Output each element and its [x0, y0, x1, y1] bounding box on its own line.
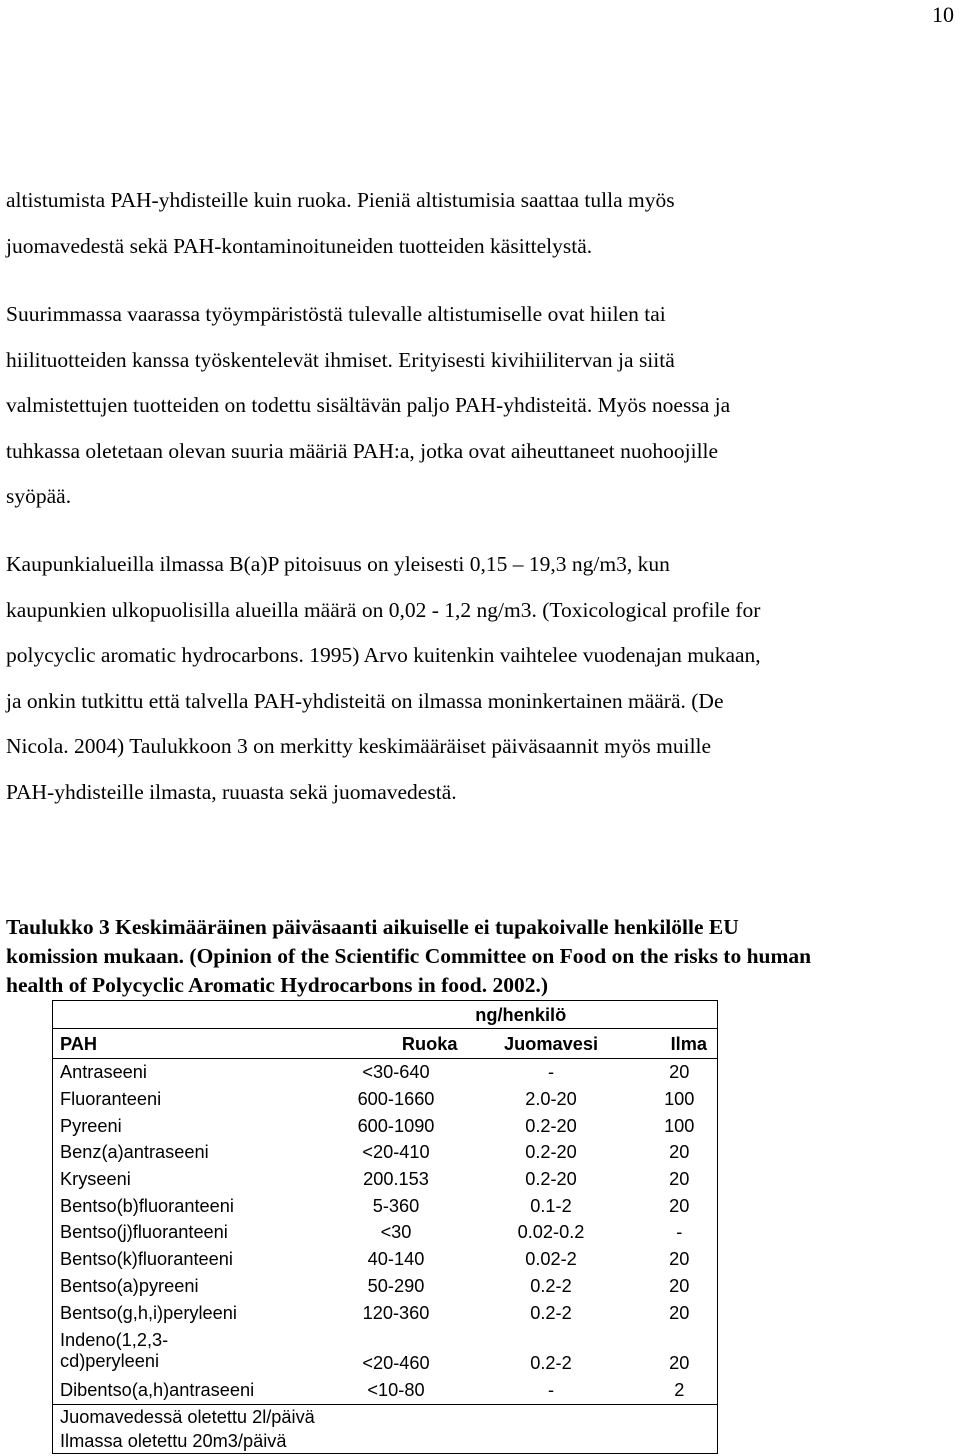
table-row — [53, 1377, 718, 1404]
column-header-ilma: Ilma — [628, 1029, 718, 1059]
cell-ruoka: <20-410 — [362, 1142, 430, 1163]
cell-ilma: 2 — [674, 1380, 685, 1401]
cell-ruoka: <10-80 — [367, 1380, 425, 1401]
cell-pah: Dibentso(a,h)antraseeni — [60, 1380, 255, 1401]
cell-pah: Bentso(k)fluoranteeni — [60, 1249, 233, 1270]
cell-ilma: 20 — [669, 1169, 690, 1190]
table-row — [53, 1086, 718, 1113]
paragraph-line: tuhkassa oletetaan olevan suuria määriä PAH:a, jotka ovat aiheuttaneet nuohoojille — [6, 438, 719, 463]
cell-ruoka: <30-640 — [362, 1062, 430, 1083]
paragraph-line: Nicola. 2004) Taulukkoon 3 on merkitty keskimääräiset päiväsaannit myös muille — [6, 734, 712, 758]
paragraph-line: kaupunkien ulkopuolisilla alueilla määrä on 0,02 - 1,2 ng/m3. (Toxicological profile for — [6, 597, 761, 622]
column-header-ruoka: Ruoka — [318, 1029, 468, 1059]
table-row — [53, 1299, 718, 1326]
paragraph-exposure-sources — [6, 178, 956, 269]
paragraph-occupational-exposure — [6, 292, 956, 520]
cell-ruoka: 50-290 — [367, 1275, 425, 1296]
cell-ruoka: 40-140 — [367, 1249, 425, 1270]
cell-pah: Bentso(a)pyreeni — [60, 1275, 199, 1296]
paragraph-line: juomavedestä sekä PAH-kontaminoituneiden tuotteiden käsittelystä. — [6, 233, 593, 258]
table-row — [53, 1219, 718, 1246]
paragraph-line: Suurimmassa vaarassa työympäristöstä tulevalle altistumiselle ovat hiilen tai — [6, 302, 666, 326]
cell-pah: Kryseeni — [60, 1169, 131, 1190]
cell-ilma: 20 — [669, 1195, 690, 1216]
table-header-row — [53, 1029, 718, 1059]
cell-pah: Benz(a)antraseeni — [60, 1142, 209, 1163]
table-caption — [6, 913, 956, 1000]
column-header-juomavesi: Juomavesi — [468, 1029, 628, 1059]
cell-pah-line: Indeno(1,2,3- — [60, 1330, 169, 1351]
cell-pah: Bentso(j)fluoranteeni — [60, 1222, 228, 1243]
cell-pah-line: cd)peryleeni — [60, 1351, 160, 1372]
cell-ilma: - — [676, 1222, 683, 1243]
table-note-row — [53, 1429, 718, 1454]
paragraph-line: ja onkin tutkittu että talvella PAH-yhdisteitä on ilmassa moninkertainen määrä. (De — [6, 688, 724, 713]
caption-line: komission mukaan. (Opinion of the Scientific Committee on Food on the risks to human — [6, 944, 812, 968]
table-note-row — [53, 1404, 718, 1429]
column-header-pah: PAH — [53, 1029, 318, 1059]
cell-ruoka: 5-360 — [372, 1195, 420, 1216]
cell-ruoka: <20-460 — [362, 1352, 430, 1373]
paragraph-urban-air-concentrations — [6, 542, 956, 815]
cell-juomavesi: 0.1-2 — [530, 1195, 572, 1216]
cell-ilma: 100 — [664, 1089, 695, 1110]
paragraph-line: hiilituotteiden kanssa työskentelevät ihmiset. Erityisesti kivihiilitervan ja siitä — [6, 347, 675, 372]
cell-ruoka: 600-1660 — [357, 1089, 435, 1110]
table-row — [53, 1139, 718, 1166]
cell-ruoka: 600-1090 — [357, 1115, 435, 1136]
page-number: 10 — [932, 2, 954, 27]
cell-juomavesi: 0.02-2 — [525, 1249, 577, 1270]
cell-juomavesi: - — [547, 1062, 555, 1083]
table-row — [53, 1112, 718, 1139]
caption-line: Taulukko 3 Keskimääräinen päiväsaanti aikuiselle ei tupakoivalle henkilölle EU — [6, 915, 739, 939]
paragraph-line: syöpää. — [6, 484, 72, 508]
cell-juomavesi: 0.2-2 — [530, 1275, 572, 1296]
table-unit-label: ng/henkilö — [475, 1004, 567, 1025]
cell-juomavesi: 0.2-2 — [530, 1352, 572, 1373]
cell-ilma: 20 — [669, 1352, 690, 1373]
cell-juomavesi: 0.2-20 — [525, 1115, 577, 1136]
cell-juomavesi: 2.0-20 — [525, 1089, 577, 1110]
cell-ilma: 20 — [669, 1142, 690, 1163]
paragraph-line: valmistettujen tuotteiden on todettu sisältävän paljo PAH-yhdisteitä. Myös noessa ja — [6, 393, 731, 417]
cell-juomavesi: - — [547, 1380, 555, 1401]
paragraph-line: polycyclic aromatic hydrocarbons. 1995) Arvo kuitenkin vaihtelee vuodenajan mukaan, — [6, 643, 761, 667]
table-row — [53, 1273, 718, 1300]
table-unit-row — [53, 1001, 718, 1029]
cell-pah: Antraseeni — [60, 1062, 147, 1083]
cell-juomavesi: 0.2-20 — [525, 1169, 577, 1190]
cell-ilma: 20 — [669, 1062, 690, 1083]
cell-ilma: 20 — [669, 1249, 690, 1270]
paragraph-line: PAH-yhdisteille ilmasta, ruuasta sekä juomavedestä. — [6, 779, 457, 804]
cell-juomavesi: 0.2-2 — [530, 1302, 572, 1323]
caption-line: health of Polycyclic Aromatic Hydrocarbons in food. 2002.) — [6, 973, 549, 997]
table-row — [53, 1246, 718, 1273]
table-note: Ilmassa oletettu 20m3/päivä — [60, 1430, 287, 1451]
cell-ruoka: 120-360 — [362, 1302, 430, 1323]
table-row — [53, 1166, 718, 1193]
cell-pah: Bentso(b)fluoranteeni — [60, 1195, 234, 1216]
cell-juomavesi: 0.2-20 — [525, 1142, 577, 1163]
cell-pah: Pyreeni — [60, 1115, 122, 1136]
table-row — [53, 1059, 718, 1086]
pah-intake-table — [52, 1000, 718, 1454]
cell-ruoka: <30 — [380, 1222, 412, 1243]
cell-ilma: 100 — [664, 1115, 695, 1136]
cell-pah — [53, 1326, 318, 1377]
cell-ilma: 20 — [669, 1302, 690, 1323]
cell-pah: Fluoranteeni — [60, 1089, 162, 1110]
cell-ruoka: 200.153 — [363, 1169, 429, 1190]
cell-juomavesi: 0.02-0.2 — [517, 1222, 585, 1243]
table-row — [53, 1192, 718, 1219]
cell-ilma: 20 — [669, 1275, 690, 1296]
paragraph-line: Kaupunkialueilla ilmassa B(a)P pitoisuus on yleisesti 0,15 – 19,3 ng/m3, kun — [6, 552, 670, 576]
table-row — [53, 1326, 718, 1377]
cell-pah: Bentso(g,h,i)peryleeni — [60, 1302, 237, 1323]
paragraph-line: altistumista PAH-yhdisteille kuin ruoka. Pieniä altistumisia saattaa tulla myös — [6, 188, 675, 212]
table-note: Juomavedessä oletettu 2l/päivä — [53, 1404, 718, 1429]
